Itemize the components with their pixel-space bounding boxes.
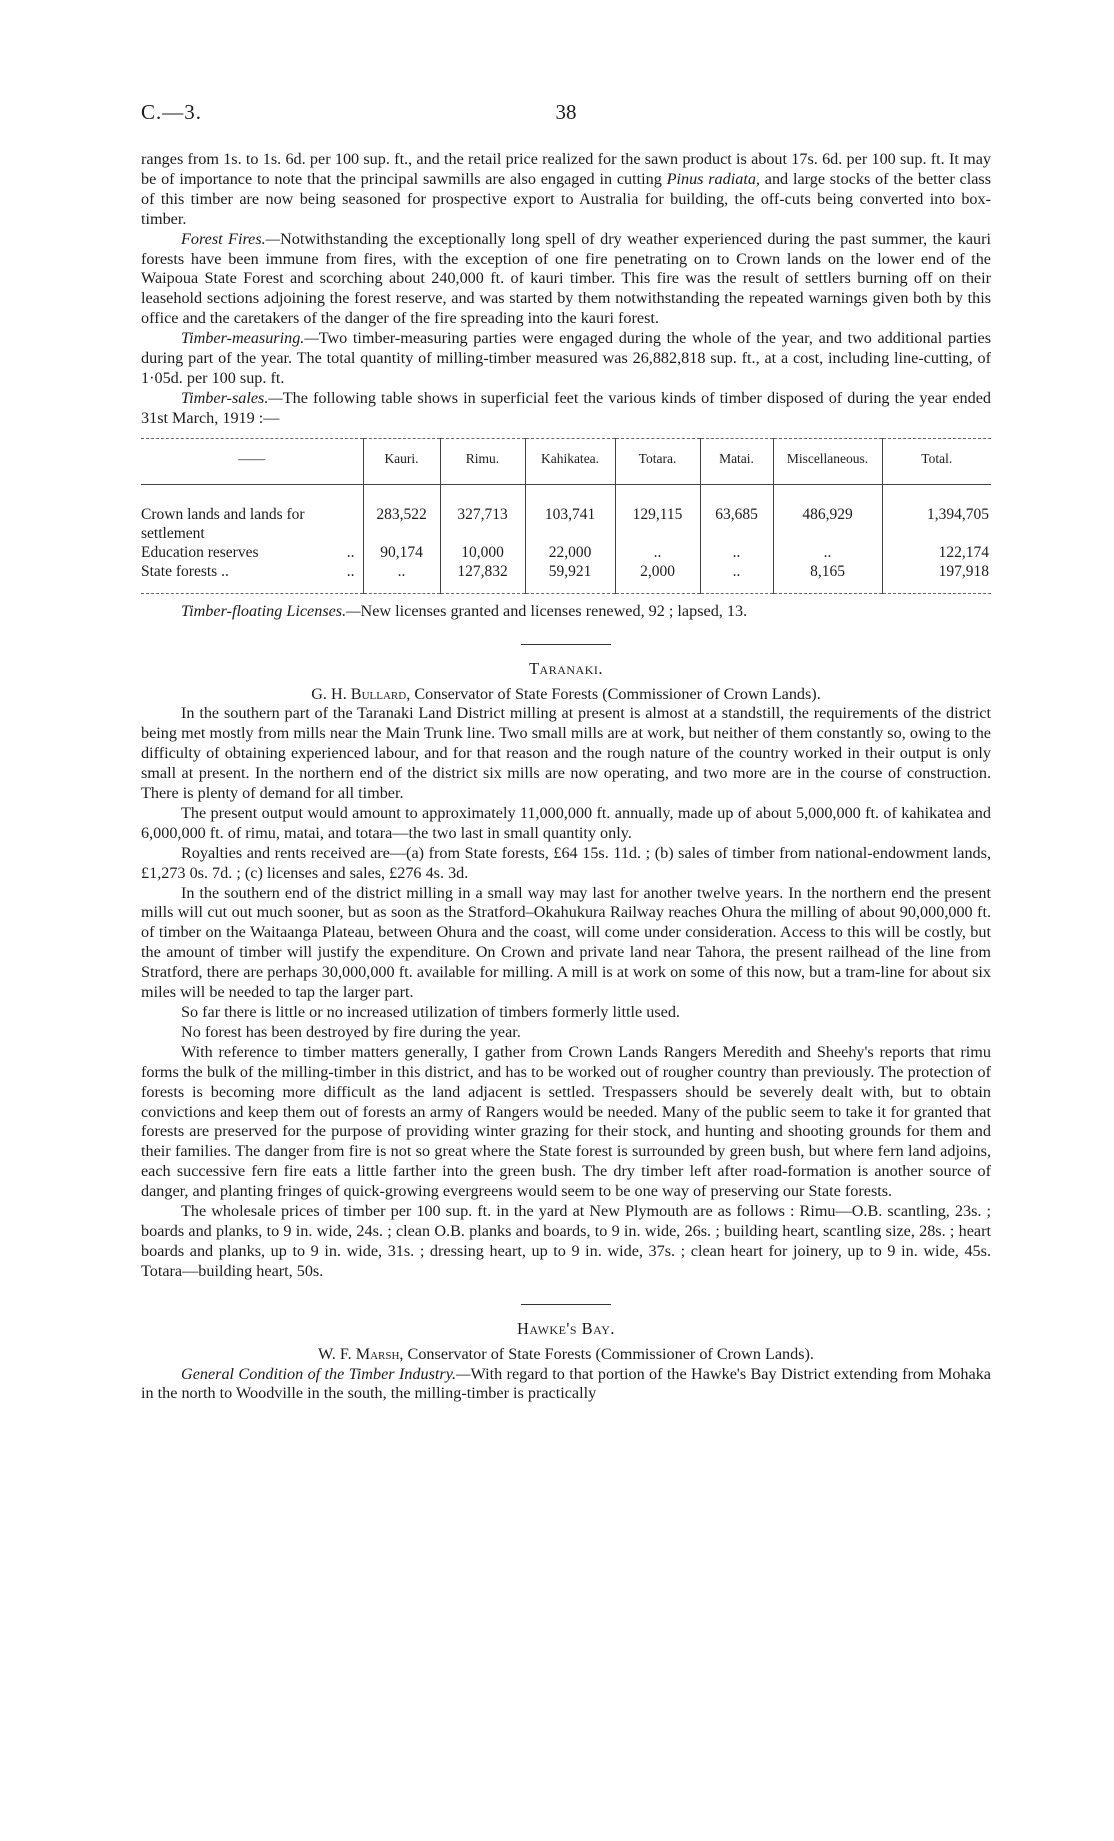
byline-hawkes-bay: W. F. Marsh, Conservator of State Forests (Commissioner of Crown Lands). <box>318 1344 814 1363</box>
species-name: Pinus radiata, <box>666 169 760 188</box>
document-code: C.—3. <box>141 100 203 124</box>
column-header-total: Total. <box>882 438 991 484</box>
table-cell: .. <box>615 543 700 562</box>
page-number: 38 <box>555 100 577 124</box>
table-cell: .. <box>700 562 773 594</box>
column-header-blank: —— <box>238 450 266 466</box>
column-header-miscellaneous: Miscellaneous. <box>773 438 882 484</box>
table-cell: .. <box>363 562 440 594</box>
hawkes-bay-paragraph: General Condition of the Timber Industry.—With regard to that portion of the Hawke's Bay District extending from Mohaka in the north to Woodville in the south, the milling-timber is practically <box>141 1364 991 1403</box>
taranaki-paragraph: In the southern end of the district milling in a small way may last for another twelve years. In the northern end the present mills will cut out much sooner, but as soon as the Stratford–Okahukura Railway reaches Ohura the milling of about 90,000,000 ft. of timber on the Waitaanga Plateau, between Ohura and the coast, will come under consideration. Access to this will be costly, but the amount of timber will justify the expenditure. On Crown and private land near Tahora, the present railhead of the line from Stratford, there are perhaps 30,000,000 ft. available for milling. A mill is at work on some of this now, but a tram-line for about six miles will be needed to tap the larger part. <box>141 883 991 1002</box>
table-cell: 59,921 <box>525 562 615 594</box>
page-header <box>141 100 991 130</box>
table-cell: 327,713 <box>440 484 525 543</box>
table-cell: .. <box>773 543 882 562</box>
table-cell: 63,685 <box>700 484 773 543</box>
table-cell: 129,115 <box>615 484 700 543</box>
forest-fires-heading: Forest Fires.— <box>181 229 281 248</box>
forest-fires-paragraph: Forest Fires.—Notwithstanding the exceptionally long spell of dry weather experienced during the past summer, the kauri forests have been immune from fires, with the exception of one fire penetrating on to Crown lands on the lower end of the Waipoua State Forest and scorching about 240,000 ft. of kauri timber. This fire was the result of settlers burning off on their leasehold sections adjoining the forest reserve, and was started by them notwithstanding the repeated warnings given both by this office and the caretakers of the danger of the fire spreading into the kauri forest. <box>141 229 992 328</box>
timber-sales-heading: Timber-sales.— <box>181 388 283 407</box>
table-row <box>141 543 991 562</box>
column-header-matai: Matai. <box>700 438 773 484</box>
paragraph-continuation: ranges from 1s. to 1s. 6d. per 100 sup. ft., and the retail price realized for the sawn product is about 17s. 6d. per 100 sup. ft. It may be of importance to note that the principal sawmills are also engaged in cutting Pinus radiata, and large stocks of the better class of this timber are now being seasoned for prospective export to Australia for building, the off-cuts being converted into box-timber. <box>141 150 992 228</box>
row-label: State forests .. .. <box>141 562 355 580</box>
column-header-totara: Totara. <box>615 438 700 484</box>
table-cell: .. <box>700 543 773 562</box>
taranaki-paragraph: With reference to timber matters generally, I gather from Crown Lands Rangers Meredith and Sheehy's reports that rimu forms the bulk of the milling-timber in this district, and has to be worked out of rougher country than previously. The protection of forests is becoming more difficult as the land adjacent is settled. Trespassers should be severely dealt with, but to obtain convictions and keep them out of forests an army of Rangers would be needed. Many of the public seem to take it for granted that forests are preserved for the purpose of providing winter grazing for their stock, and hunting and shooting grounds for them and their families. The danger from fire is not so great where the State forest is surrounded by green bush, but where fern land adjoins, each successive fern fire eats a little farther into the green bush. The dry timber left after road-formation is another source of danger, and planting fringes of quick-growing evergreens would seem to be one way of preserving our State forests. <box>141 1042 991 1201</box>
timber-measuring-heading: Timber-measuring.— <box>181 329 319 348</box>
table-cell: 283,522 <box>363 484 440 543</box>
taranaki-paragraph: Royalties and rents received are—(a) from State forests, £64 15s. 11d. ; (b) sales of timber from national-endowment lands, £1,273 0s. 7d. ; (c) licenses and sales, £276 4s. 3d. <box>141 843 991 882</box>
byline-taranaki: G. H. Bullard, Conservator of State Forests (Commissioner of Crown Lands). <box>311 684 821 703</box>
section-divider <box>521 644 611 645</box>
table-cell: 103,741 <box>525 484 615 543</box>
timber-measuring-paragraph: Timber-measuring.—Two timber-measuring parties were engaged during the whole of the year, and two additional parties during part of the year. The total quantity of milling-timber measured was 26,882,818 sup. ft., at a cost, including line-cutting, of 1·05d. per 100 sup. ft. <box>141 329 991 387</box>
table-cell: 122,174 <box>882 543 991 562</box>
row-label: Education reserves .. <box>141 543 355 561</box>
taranaki-paragraph: The wholesale prices of timber per 100 sup. ft. in the yard at New Plymouth are as follows : Rimu—O.B. scantling, 23s. ; boards and planks, to 9 in. wide, 24s. ; clean O.B. planks and boards, to 9 in. wide, 26s. ; building heart, scantling size, 28s. ; heart boards and planks, up to 9 in. wide, 31s. ; dressing heart, up to 9 in. wide, 37s. ; clean heart for joinery, up to 9 in. wide, 45s. Totara—building heart, 50s. <box>141 1202 991 1280</box>
table-header-row <box>141 438 991 484</box>
timber-sales-paragraph: Timber-sales.—The following table shows in superficial feet the various kinds of timber disposed of during the year ended 31st March, 1919 :— <box>141 388 991 427</box>
floating-licenses-paragraph: Timber-floating Licenses.—New licenses granted and licenses renewed, 92 ; lapsed, 13. <box>181 601 748 620</box>
section-divider <box>521 1304 611 1305</box>
table-cell: 127,832 <box>440 562 525 594</box>
body-text <box>141 150 991 1404</box>
column-header-kauri: Kauri. <box>363 438 440 484</box>
column-header-kahikatea: Kahikatea. <box>525 438 615 484</box>
table-cell: 22,000 <box>525 543 615 562</box>
row-label: Crown lands and lands for settlement <box>141 505 305 542</box>
table-row <box>141 484 991 543</box>
taranaki-paragraph: So far there is little or no increased utilization of timbers formerly little used. <box>181 1003 680 1021</box>
timber-sales-table <box>141 438 991 594</box>
table-cell: 90,174 <box>363 543 440 562</box>
table-cell: 486,929 <box>773 484 882 543</box>
general-condition-heading: General Condition of the Timber Industry.— <box>181 1364 471 1383</box>
table-cell: 10,000 <box>440 543 525 562</box>
section-title-taranaki: Taranaki. <box>528 658 604 678</box>
table-row <box>141 562 991 594</box>
taranaki-paragraph: In the southern part of the Taranaki Land District milling at present is almost at a standstill, the requirements of the district being met mostly from mills near the Main Trunk line. Two small mills are at work, but neither of them constantly so, owing to the difficulty of obtaining experienced labour, and for that reason and the rough nature of the country worked in their output is only small at present. In the northern end of the district six mills are now operating, and two more are in the course of construction. There is plenty of demand for all timber. <box>141 704 991 803</box>
table-cell: 2,000 <box>615 562 700 594</box>
floating-licenses-heading: Timber-floating Licenses.— <box>181 601 361 620</box>
taranaki-paragraph: No forest has been destroyed by fire during the year. <box>181 1022 521 1041</box>
taranaki-paragraph: The present output would amount to approximately 11,000,000 ft. annually, made up of about 5,000,000 ft. of kahikatea and 6,000,000 ft. of rimu, matai, and totara—the two last in small quantity only. <box>141 803 991 842</box>
table-cell: 1,394,705 <box>882 484 991 543</box>
column-header-rimu: Rimu. <box>440 438 525 484</box>
table-cell: 8,165 <box>773 562 882 594</box>
section-title-hawkes-bay: Hawke's Bay. <box>516 1318 616 1338</box>
table-cell: 197,918 <box>882 562 991 594</box>
